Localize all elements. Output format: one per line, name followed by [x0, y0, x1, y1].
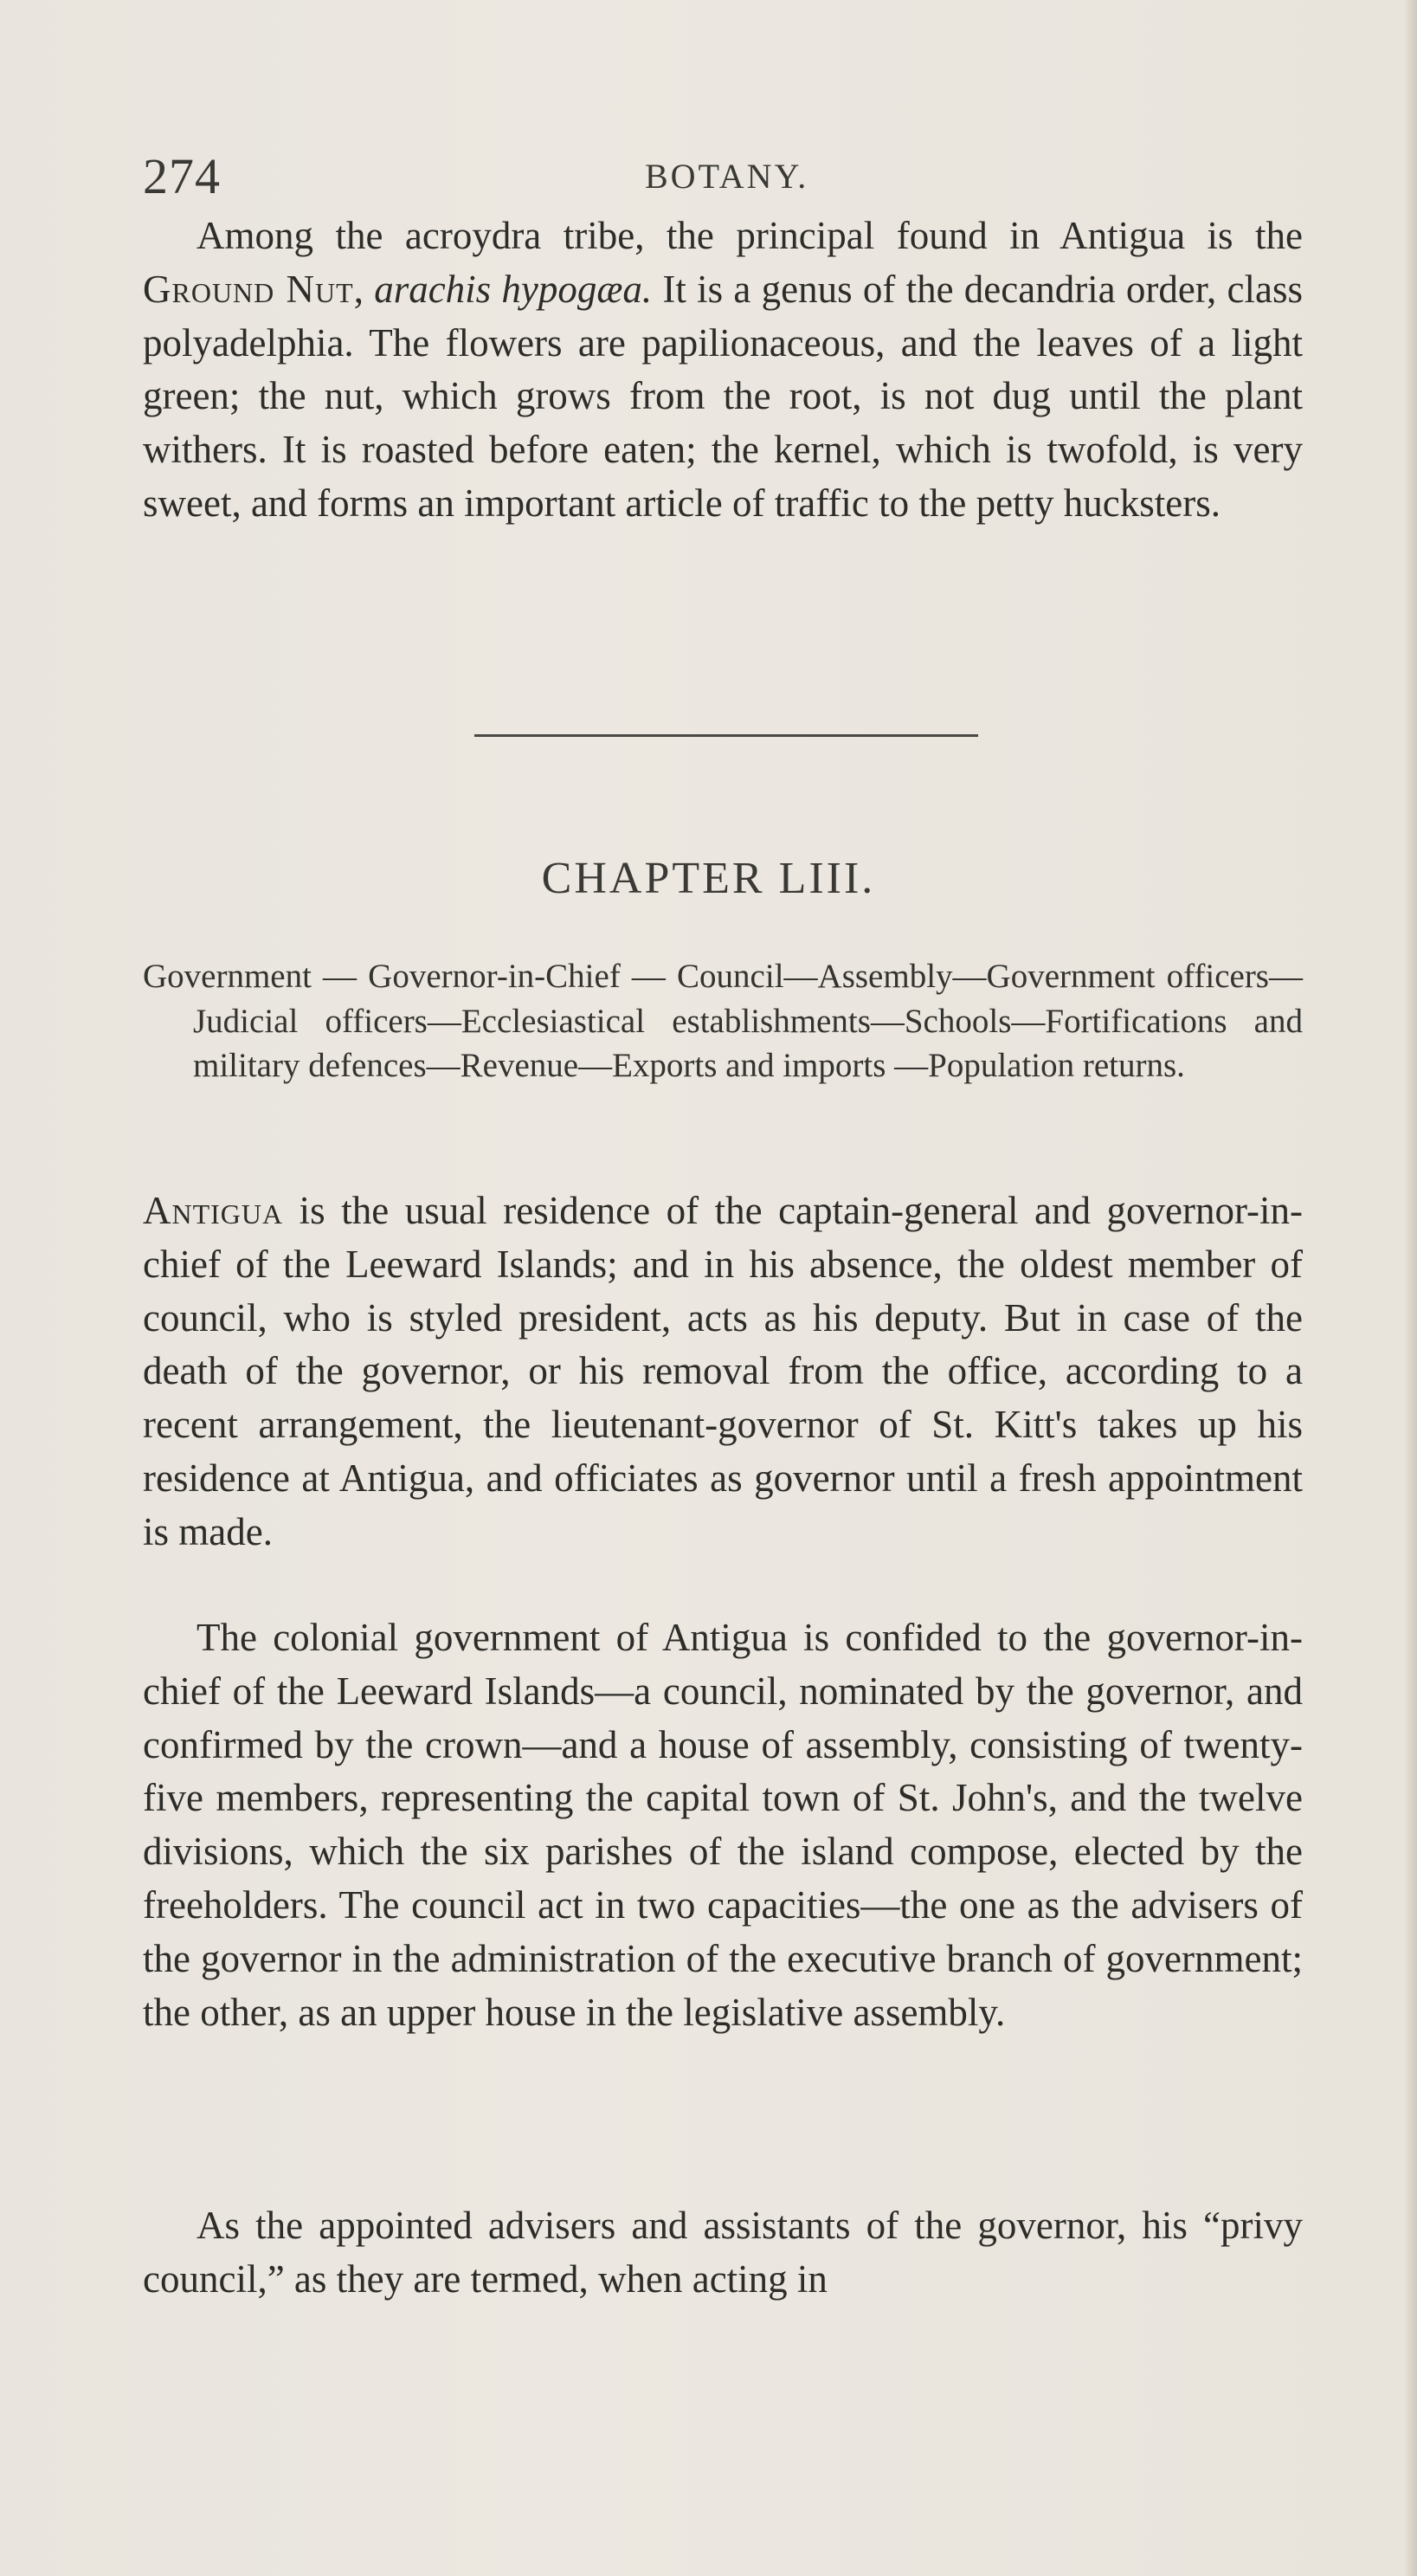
- page-edge: [1405, 0, 1417, 2576]
- latin-name: arachis hypogæa.: [374, 267, 653, 311]
- running-head: [143, 147, 1303, 208]
- body-paragraph-2: The colonial government of Antigua is confided to the governor-in-chief of the Leeward Islands—a council, nominated by the governor, and confirmed by the crown—and a house of assembly, consisting of twenty-five members, representing the capital town of St. John's, and the twelve divisions, which the six parishes of the island compose, elected by the freeholders. The council act in two capacities—the one as the advisers of the governor in the administration of the executive branch of government; the other, as an upper house in the legislative assembly.: [143, 1616, 1303, 2034]
- chapter-synopsis: Government — Governor-in-Chief — Council—Assembly—Government officers—Judicial officers—Ecclesiastical establishments—Schools—Fortifications and military defences—Revenue—Exports and imports —Population returns.: [143, 958, 1303, 1084]
- body-paragraph-1: [143, 1185, 1303, 1559]
- page-number: 274: [143, 148, 221, 204]
- intro-paragraph: [143, 210, 1303, 531]
- intro-lead: Among the acroydra tribe, the principal found in Antigua is the: [196, 214, 1303, 257]
- body-paragraph-1-text: is the usual residence of the captain-general and governor-in-chief of the Leeward Islands; and in his absence, the oldest member of council, who is styled president, acts as his deputy. But in case of the death of the governor, or his removal from the office, according to a recent arrangement, the lieutenant-governor of St. Kitt's takes up his residence at Antigua, and officiates as governor until a fresh appointment is made.: [143, 1189, 1303, 1553]
- intro-separator: ,: [353, 267, 375, 311]
- intro-body: It is a genus of the decandria order, class polyadelphia. The flowers are papilionaceous, and the leaves of a light green; the nut, which grows from the root, is not dug until the plant withers. It is roasted before eaten; the kernel, which is twofold, is very sweet, and forms an important article of traffic to the petty hucksters.: [143, 267, 1304, 525]
- body-paragraph-3: As the appointed advisers and assistants of the governor, his “privy council,” as they are termed, when acting in: [143, 2204, 1303, 2301]
- plant-name: Ground Nut: [143, 267, 354, 311]
- body-lead-word: Antigua: [143, 1189, 284, 1232]
- chapter-title: CHAPTER LIII.: [541, 854, 876, 903]
- running-title: BOTANY.: [645, 157, 809, 196]
- section-divider: [474, 734, 978, 737]
